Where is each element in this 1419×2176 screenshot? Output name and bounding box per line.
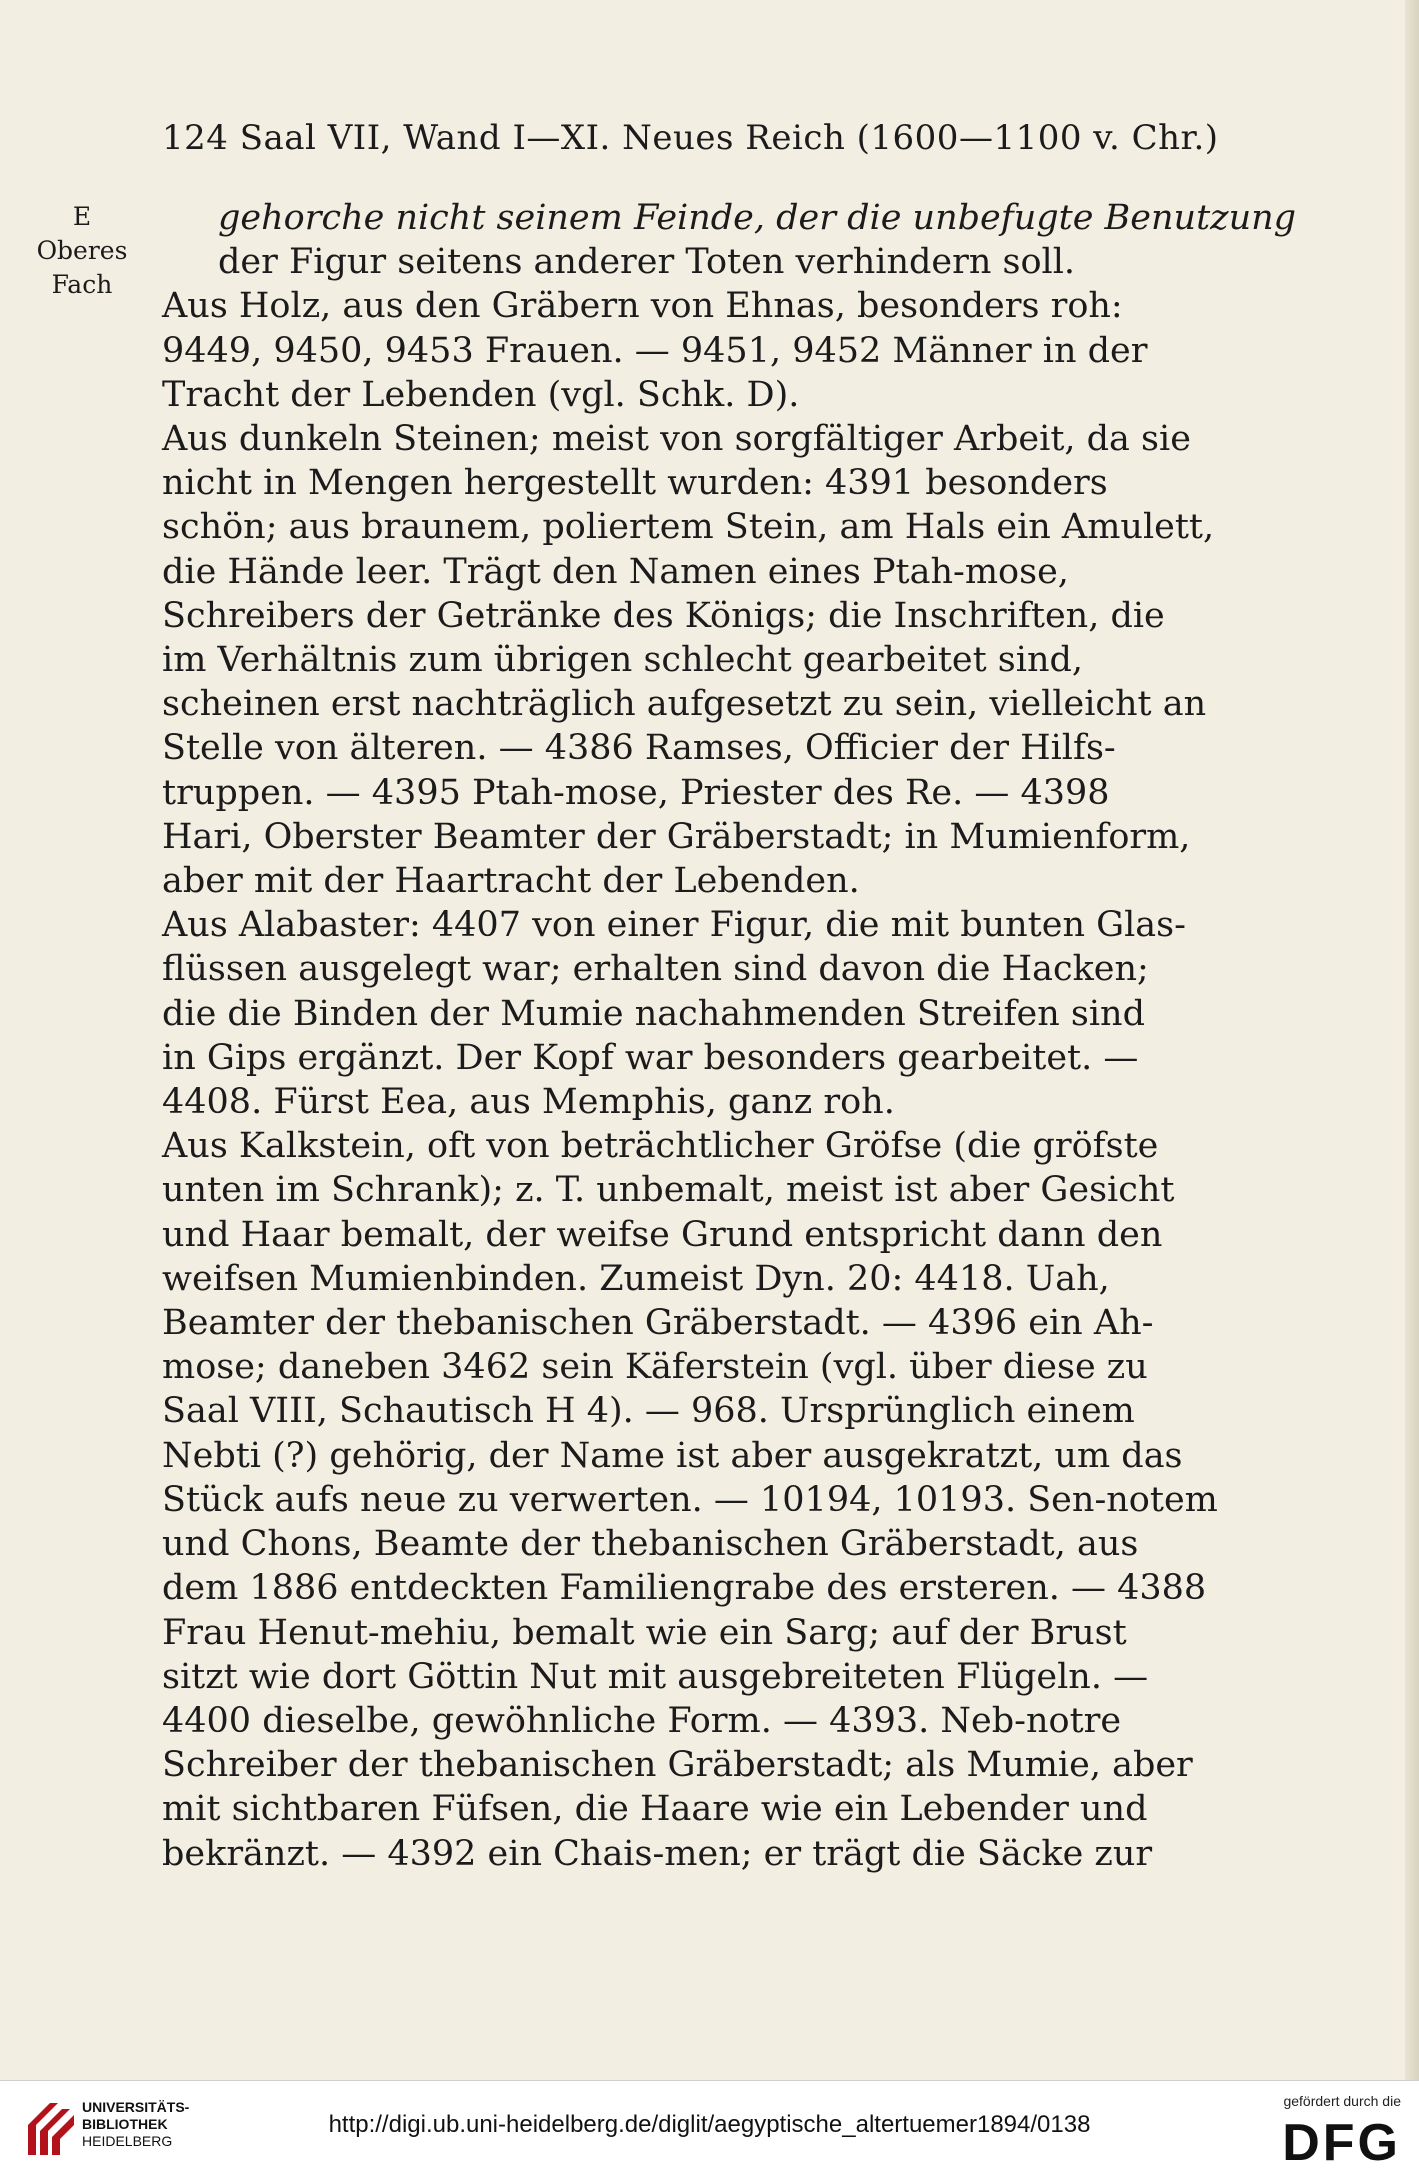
text-line: dem 1886 entdeckten Familiengrabe des ersteren. — 4388: [162, 1568, 1207, 1609]
running-head: 124 Saal VII, Wand I—XI. Neues Reich (1600—1100 v. Chr.): [162, 118, 1219, 158]
text-line: Aus Holz, aus den Gräbern von Ehnas, besonders roh:: [162, 286, 1123, 327]
text-line: und Chons, Beamte der thebanischen Gräberstadt, aus: [162, 1524, 1139, 1565]
text-line: schön; aus braunem, poliertem Stein, am Hals ein Amulett,: [162, 507, 1215, 548]
text-line: unten im Schrank); z. T. unbemalt, meist ist aber Gesicht: [162, 1170, 1175, 1211]
paragraph: [162, 417, 1292, 903]
text-line: 4408. Fürst Eea, aus Memphis, ganz roh.: [162, 1082, 895, 1123]
text-line: Schreiber der thebanischen Gräberstadt; als Mumie, aber: [162, 1745, 1193, 1786]
text-line: und Haar bemalt, der weifse Grund entspricht dann den: [162, 1214, 1163, 1255]
text-line: Nebti (?) gehörig, der Name ist aber ausgekratzt, um das: [162, 1435, 1183, 1476]
text-line: Saal VIII, Schautisch H 4). — 968. Ursprünglich einem: [162, 1391, 1135, 1432]
text-line: 4400 dieselbe, gewöhnliche Form. — 4393. Neb-notre: [162, 1700, 1122, 1741]
text-line: bekränzt. — 4392 ein Chais-men; er trägt die Säcke zur: [162, 1833, 1153, 1874]
text-line: Beamter der thebanischen Gräberstadt. — 4396 ein Ah-: [162, 1303, 1154, 1344]
text-line: Aus Kalkstein, oft von beträchtlicher Gröfse (die gröfste: [162, 1126, 1159, 1167]
text-line: 9449, 9450, 9453 Frauen. — 9451, 9452 Männer in der: [162, 330, 1148, 371]
text-line: flüssen ausgelegt war; erhalten sind davon die Hacken;: [162, 949, 1149, 990]
library-name-line: HEIDELBERG: [82, 2133, 173, 2149]
text-line: die Hände leer. Trägt den Namen eines Ptah-mose,: [162, 551, 1069, 592]
text-line: mit sichtbaren Füfsen, die Haare wie ein Lebender und: [162, 1789, 1148, 1830]
text-line: Tracht der Lebenden (vgl. Schk. D).: [162, 374, 800, 415]
text-line: Hari, Oberster Beamter der Gräberstadt; in Mumienform,: [162, 816, 1191, 857]
margin-note-line: Oberes: [36, 236, 128, 265]
text-line: truppen. — 4395 Ptah-mose, Priester des Re. — 4398: [162, 772, 1110, 813]
margin-note-line: E: [72, 202, 92, 231]
paragraph: [162, 903, 1292, 1124]
text-line: Stelle von älteren. — 4386 Ramses, Officier der Hilfs-: [162, 728, 1116, 769]
funding-note: gefördert durch die: [1283, 2093, 1401, 2109]
margin-note: [22, 200, 142, 302]
text-line: Schreibers der Getränke des Königs; die Inschriften, die: [162, 595, 1165, 636]
paragraph: [162, 1124, 1292, 1875]
text-line: in Gips ergänzt. Der Kopf war besonders gearbeitet. —: [162, 1037, 1139, 1078]
text-line: Stück aufs neue zu verwerten. — 10194, 10193. Sen-notem: [162, 1479, 1218, 1520]
library-name-line: UNIVERSITÄTS-: [82, 2099, 190, 2115]
text-line: Aus Alabaster: 4407 von einer Figur, die mit bunten Glas-: [162, 905, 1186, 946]
library-name-line: BIBLIOTHEK: [82, 2116, 168, 2132]
permalink-url[interactable]: http://digi.ub.uni-heidelberg.de/diglit/aegyptische_altertuemer1894/0138: [328, 2111, 1091, 2138]
text-line: gehorche nicht seinem Feinde, der die unbefugte Benutzung: [218, 198, 1297, 238]
text-line: im Verhältnis zum übrigen schlecht gearbeitet sind,: [162, 640, 1084, 681]
text-line: aber mit der Haartracht der Lebenden.: [162, 861, 860, 902]
body-text: [162, 196, 1297, 1876]
text-line: sitzt wie dort Göttin Nut mit ausgebreiteten Flügeln. —: [162, 1656, 1149, 1697]
text-line: Frau Henut-mehiu, bemalt wie ein Sarg; auf der Brust: [162, 1612, 1127, 1653]
page-edge-shadow: [1405, 0, 1419, 2080]
funder-logo: DFG: [1282, 2114, 1401, 2172]
footer-bar: [0, 2080, 1419, 2176]
paragraph: [162, 284, 1292, 417]
text-line: der Figur seitens anderer Toten verhindern soll.: [218, 242, 1076, 283]
text-line: die die Binden der Mumie nachahmenden Streifen sind: [162, 993, 1145, 1034]
margin-note-line: Fach: [51, 270, 113, 299]
text-line: mose; daneben 3462 sein Käferstein (vgl. über diese zu: [162, 1347, 1148, 1388]
text-line: weifsen Mumienbinden. Zumeist Dyn. 20: 4418. Uah,: [162, 1258, 1110, 1299]
paragraph: [162, 196, 1297, 284]
text-line: scheinen erst nachträglich aufgesetzt zu sein, vielleicht an: [162, 684, 1207, 725]
text-line: nicht in Mengen hergestellt wurden: 4391 besonders: [162, 463, 1108, 504]
text-line: Aus dunkeln Steinen; meist von sorgfältiger Arbeit, da sie: [162, 419, 1191, 460]
